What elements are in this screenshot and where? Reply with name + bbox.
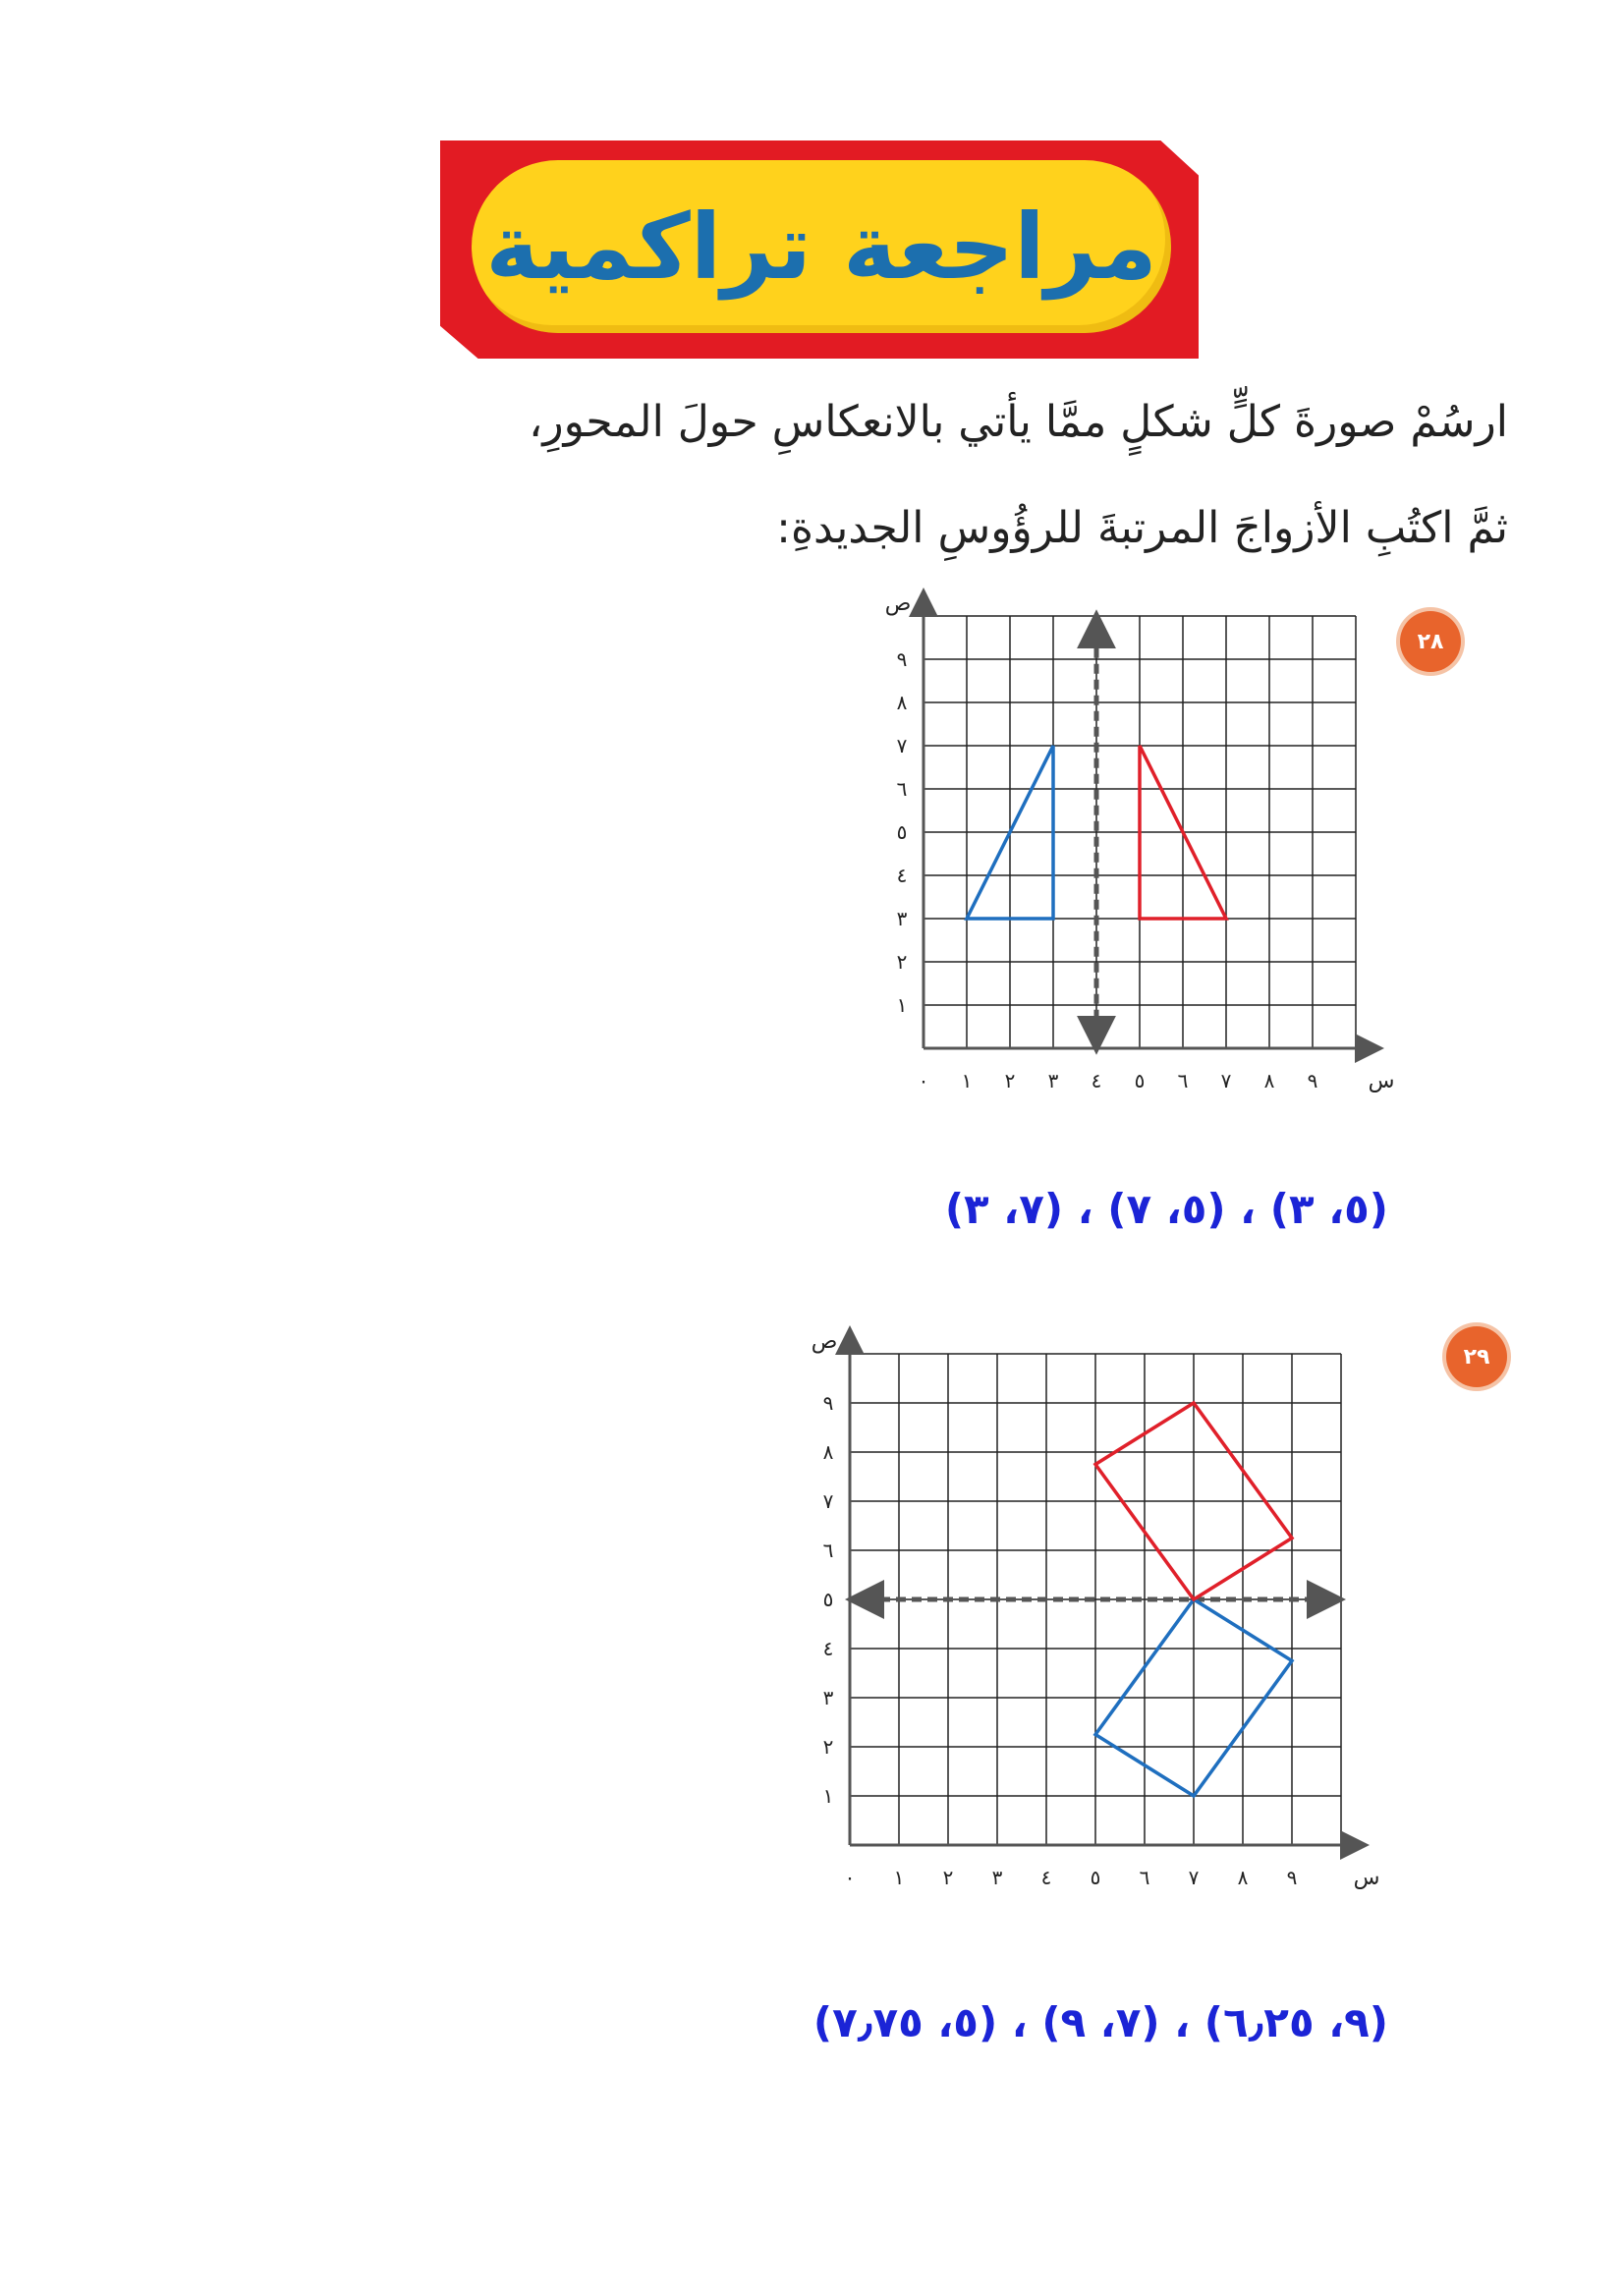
banner-title: مراجعة تراكمية [485,194,1157,300]
banner-yellow-pill [472,160,1171,333]
x-tick-label: ٠ [918,1069,929,1092]
y-tick-label: ٢ [896,950,908,974]
x-tick-label: ٩ [1286,1866,1298,1889]
y-tick-label: ٣ [896,907,908,930]
x-tick-label: ١ [961,1069,973,1092]
x-tick-label: ٤ [1091,1069,1102,1092]
x-tick-label: ٤ [1040,1866,1052,1889]
x-tick-label: ٠ [844,1866,856,1889]
y-tick-label: ٦ [822,1539,834,1562]
instruction-line-2: ثمَّ اكتُبِ الأزواجَ المرتبةَ للرؤُوسِ الجديدةِ: [776,503,1508,553]
y-tick-label: ١ [822,1784,834,1808]
y-tick-label: ٥ [896,820,908,844]
x-tick-label: ١ [893,1866,905,1889]
x-tick-label: ٥ [1134,1069,1146,1092]
coordinate-graph-29 [781,1324,1380,1914]
x-tick-label: ٩ [1307,1069,1318,1092]
x-tick-label: ٣ [1047,1069,1059,1092]
x-tick-label: ٥ [1090,1866,1101,1889]
section-banner [440,140,1199,359]
y-tick-label: ١ [896,993,908,1017]
y-tick-label: ٧ [896,734,908,757]
problem-number-badge: ٢٨ [1400,611,1461,672]
y-tick-label: ٢ [822,1735,834,1759]
x-tick-label: ٦ [1177,1069,1189,1092]
y-tick-label: ٤ [822,1637,834,1660]
y-axis-label: ص [811,1329,838,1354]
problem-number-badge: ٢٩ [1446,1326,1507,1387]
x-tick-label: ٨ [1237,1866,1249,1889]
x-tick-label: ٢ [1004,1069,1016,1092]
y-tick-label: ٩ [896,647,908,671]
answer-text: (٥، ٣) ، (٥، ٧) ، (٧، ٣) [944,1185,1388,1233]
y-tick-label: ٩ [822,1391,834,1415]
x-axis-label: س [1353,1866,1380,1890]
y-tick-label: ٦ [896,777,908,801]
x-tick-label: ٨ [1263,1069,1275,1092]
y-tick-label: ٥ [822,1588,834,1611]
instruction-line-1: ارسُمْ صورةَ كلٍّ شكلٍ ممَّا يأتي بالانعكاسِ حولَ المحورِ، [529,397,1508,447]
y-tick-label: ٤ [896,864,908,887]
x-tick-label: ٣ [991,1866,1003,1889]
x-tick-label: ٧ [1188,1866,1200,1889]
x-axis-label: س [1368,1069,1395,1093]
y-tick-label: ٣ [822,1686,834,1709]
x-tick-label: ٦ [1139,1866,1150,1889]
x-tick-label: ٢ [942,1866,954,1889]
answer-text: (٩، ٦٫٢٥) ، (٧، ٩) ، (٥، ٧٫٧٥) [812,1998,1388,2046]
y-tick-label: ٧ [822,1489,834,1513]
y-tick-label: ٨ [822,1440,834,1464]
coordinate-graph-28 [865,591,1395,1112]
y-axis-label: ص [884,591,912,616]
x-tick-label: ٧ [1220,1069,1232,1092]
y-tick-label: ٨ [896,691,908,714]
